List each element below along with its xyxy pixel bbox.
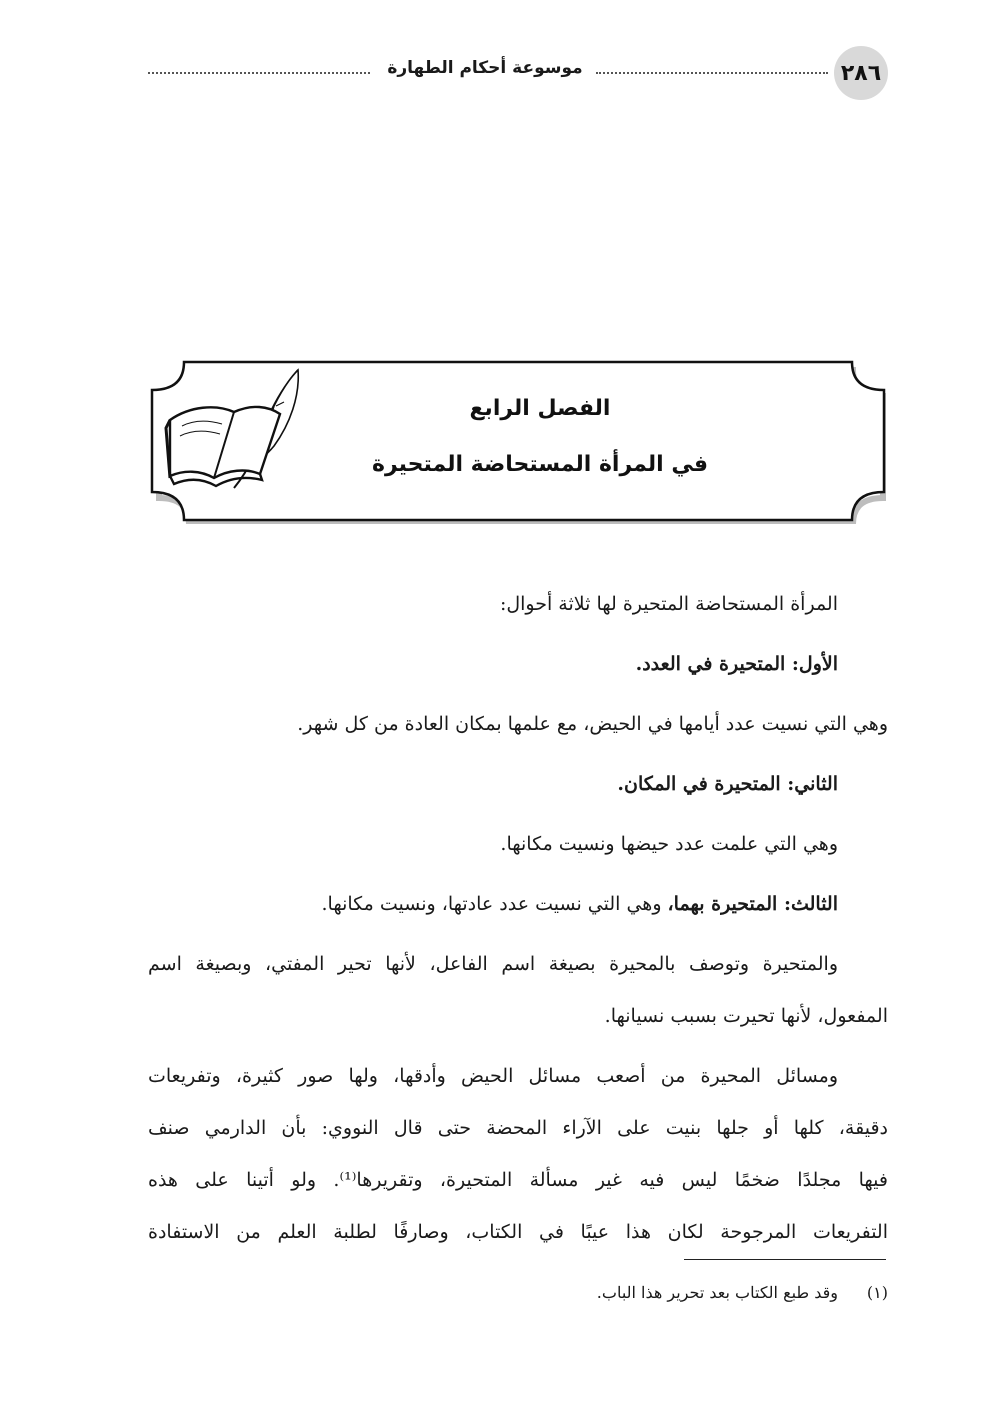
footnote xyxy=(300,1280,888,1306)
chapter-title: في المرأة المستحاضة المتحيرة xyxy=(371,452,709,477)
paragraph-two-line-1: ومسائل المحيرة من أصعب مسائل الحيض وأدقها، ولها صور كثيرة، وتفريعات xyxy=(148,1065,838,1087)
running-header-title: موسوعة أحكام الطهارة xyxy=(387,58,583,78)
case-three-line xyxy=(148,884,888,944)
body-text xyxy=(148,584,888,1264)
paragraph-two-line-4: التفريعات المرجوحة لكان هذا عيبًا في الكتاب، وصارفًا لطلبة العلم من الاستفادة xyxy=(148,1221,888,1243)
case-three-heading: الثالث: المتحيرة بهما، xyxy=(667,893,838,915)
header-dots-left xyxy=(148,72,370,74)
paragraph-one-line-1: والمتحيرة وتوصف بالمحيرة بصيغة اسم الفاعل، لأنها تحير المفتي، وبصيغة اسم xyxy=(148,953,838,975)
paragraph-one-line-2: المفعول، لأنها تحيرت بسبب نسيانها. xyxy=(604,1005,888,1027)
footnote-text: وقد طبع الكتاب بعد تحرير هذا الباب. xyxy=(596,1283,838,1302)
case-one-text: وهي التي نسيت عدد أيامها في الحيض، مع علمها بمكان العادة من كل شهر. xyxy=(297,713,888,735)
book-and-quill-icon xyxy=(164,366,304,492)
footnote-separator xyxy=(684,1259,886,1260)
paragraph-two-line-2: دقيقة، كلها أو جلها بنيت على الآراء المحضة حتى قال النووي: بأن الدارمي صنف xyxy=(148,1117,888,1139)
header-dots-right xyxy=(596,72,828,74)
case-two-text: وهي التي علمت عدد حيضها ونسيت مكانها. xyxy=(500,833,838,855)
chapter-number: الفصل الرابع xyxy=(469,396,611,421)
page-number-badge: ٢٨٦ xyxy=(834,46,888,100)
case-one-heading: الأول: المتحيرة في العدد. xyxy=(635,653,838,675)
case-three-text: وهي التي نسيت عدد عادتها، ونسيت مكانها. xyxy=(321,893,668,915)
intro-line: المرأة المستحاضة المتحيرة لها ثلاثة أحوال: xyxy=(499,593,838,615)
footnote-marker: (١) xyxy=(866,1283,888,1302)
paragraph-two-line-3: فيها مجلدًا ضخمًا ليس فيه غير مسألة المتحيرة، وتقريرها⁽¹⁾. ولو أتينا على هذه xyxy=(148,1169,888,1191)
case-two-heading: الثاني: المتحيرة في المكان. xyxy=(617,773,838,795)
